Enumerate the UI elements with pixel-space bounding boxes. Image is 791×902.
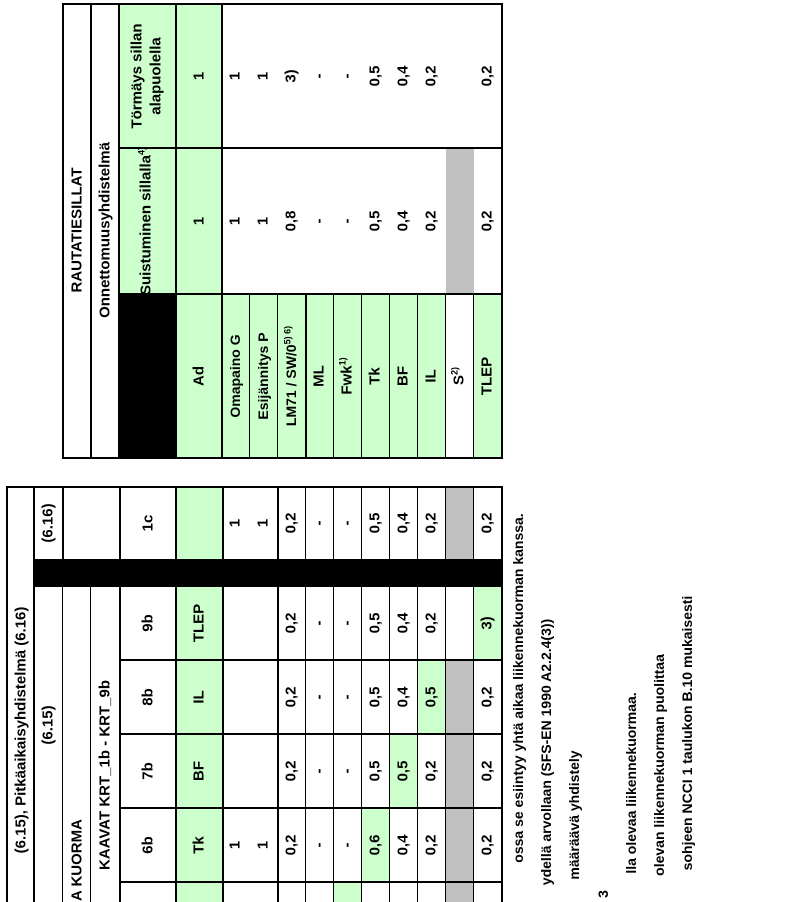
left-cell: 0,4 <box>394 834 412 856</box>
left-cell: 0,2 <box>282 834 300 856</box>
rule <box>277 294 278 458</box>
rule <box>333 486 334 902</box>
right-cell: - <box>338 73 356 79</box>
rule <box>277 486 279 902</box>
rule <box>62 457 503 459</box>
row-label-s: $S^{2)}$ <box>449 366 468 386</box>
rule <box>389 486 390 902</box>
right-cell: 1 <box>190 216 208 226</box>
row-label: Esijännitys P <box>255 332 271 420</box>
left-cell: 0,2 <box>422 512 440 534</box>
green-cell-edge <box>176 882 222 902</box>
right-cell: 0,5 <box>366 210 384 232</box>
rule <box>417 294 418 458</box>
left-header-1: (6.15), Pitkäaikaisyhdistelmä (6.16) <box>12 606 30 854</box>
left-cell: 0,2 <box>422 760 440 782</box>
green-cell-edge2 <box>334 882 362 902</box>
left-cell: 0,2 <box>422 612 440 634</box>
row-label: BF <box>394 366 412 386</box>
left-cell: 0,4 <box>394 512 412 534</box>
left-cell: 0,5 <box>366 512 384 534</box>
row-label: TLEP <box>478 356 496 396</box>
rule <box>417 486 418 902</box>
right-col2-head: Törmäys sillan alapuolella <box>128 23 164 129</box>
grey-s-col1 <box>446 148 474 294</box>
left-cell: - <box>338 842 356 848</box>
right-cell: 0,4 <box>394 65 412 87</box>
right-cell: 0,4 <box>394 210 412 232</box>
rule <box>175 4 177 458</box>
rule <box>6 486 503 488</box>
green-cell-1c-head <box>176 487 222 559</box>
rule <box>221 4 223 458</box>
right-cell: - <box>310 218 328 224</box>
left-col-number: 8b <box>139 688 157 706</box>
left-cell: 0,2 <box>422 834 440 856</box>
left-cell: 0,2 <box>282 612 300 634</box>
left-cell: 0,6 <box>366 834 384 856</box>
rule <box>361 294 362 458</box>
left-cell: - <box>338 694 356 700</box>
rule <box>6 486 8 902</box>
left-cell: 0,5 <box>422 686 440 708</box>
rule <box>33 486 35 902</box>
left-col-number: 9b <box>139 614 157 632</box>
right-title: RAUTATIESILLAT <box>68 167 86 293</box>
right-subtitle: Onnettomuusyhdistelmä <box>96 142 114 318</box>
left-cell: 1 <box>226 518 244 528</box>
right-cell: 1 <box>190 71 208 81</box>
right-cell: 0,5 <box>366 65 384 87</box>
left-cell: - <box>310 520 328 526</box>
left-cell: 0,2 <box>282 686 300 708</box>
left-cell: 1 <box>226 840 244 850</box>
rule <box>34 559 503 561</box>
left-col-load: BF <box>190 761 208 781</box>
right-cell: - <box>338 218 356 224</box>
row-label-fwk: Fwk$^{1)}$ <box>337 357 356 395</box>
row-label: Ad <box>190 366 208 386</box>
left-cell: 0,5 <box>394 760 412 782</box>
rule <box>62 486 64 586</box>
left-cell: - <box>310 768 328 774</box>
rule <box>361 486 362 902</box>
left-cell: 1 <box>254 518 272 528</box>
left-col-load: IL <box>190 690 208 704</box>
footnote-line: sohjeen NCCI 1 taulukon B.10 mukaisesti <box>679 595 695 871</box>
rule <box>62 4 64 458</box>
left-cell: 0,2 <box>282 760 300 782</box>
left-cell: 1 <box>254 840 272 850</box>
grey-cell-2 <box>446 660 474 902</box>
left-header-4: KAAVAT KRT_1b - KRT_9b <box>96 679 114 871</box>
left-cell: - <box>338 620 356 626</box>
left-cell: 0,2 <box>478 686 496 708</box>
left-cell: 0,4 <box>394 686 412 708</box>
footnote-line: 3 <box>595 890 611 898</box>
rule <box>501 4 503 458</box>
left-cell: - <box>310 620 328 626</box>
rule <box>473 486 474 902</box>
left-header-2a: (6.15) <box>39 705 57 745</box>
left-cell: 0,5 <box>366 760 384 782</box>
row-label: Omapaino G <box>227 334 243 418</box>
rule <box>249 294 250 458</box>
rule <box>501 486 503 902</box>
black-corner <box>118 294 176 458</box>
black-band <box>34 559 502 586</box>
right-cell: 0,2 <box>422 210 440 232</box>
left-cell: 3) <box>478 616 496 630</box>
rule <box>305 294 307 458</box>
row-label: Tk <box>366 367 384 385</box>
row-label: IL <box>422 369 440 383</box>
left-header-3: A KUORMA <box>68 819 86 901</box>
footnote-line: olevan liikennekuorman puolittaa <box>651 654 667 876</box>
rule <box>62 586 63 902</box>
rule <box>90 4 92 458</box>
row-label-lm71: $LM71 / SW/0^{5) 6)}$ <box>282 325 299 427</box>
rule <box>445 294 446 458</box>
right-cell: 1 <box>254 71 272 81</box>
left-col-number: 6b <box>139 836 157 854</box>
row-label: ML <box>310 365 328 387</box>
left-col-load: Tk <box>190 836 208 854</box>
left-cell: 0,5 <box>366 686 384 708</box>
rule <box>473 294 474 458</box>
right-cell: 0,8 <box>282 210 300 232</box>
rule <box>34 585 503 587</box>
right-cell: 0,2 <box>478 65 496 87</box>
rule <box>175 486 177 902</box>
rule <box>62 3 503 5</box>
left-cell: - <box>310 694 328 700</box>
right-cell: 1 <box>254 216 272 226</box>
left-cell: - <box>338 520 356 526</box>
left-header-2b: (6.16) <box>39 503 57 543</box>
rule <box>90 586 91 902</box>
footnote-ref: 4) <box>136 146 147 155</box>
rule <box>333 294 334 458</box>
left-col-number: 7b <box>139 762 157 780</box>
footnote-line: määräävä yhdistely <box>566 750 582 880</box>
right-cell: 3) <box>282 69 300 83</box>
left-cell: 0,4 <box>394 612 412 634</box>
right-cell: 0,2 <box>478 210 496 232</box>
right-cell: 1 <box>226 71 244 81</box>
left-cell: 0,2 <box>478 760 496 782</box>
footnote-line: lla olevaa liikennekuormaa. <box>623 692 639 874</box>
rule <box>222 486 224 902</box>
left-cell: 0,2 <box>282 512 300 534</box>
right-cell: - <box>310 73 328 79</box>
right-cell: 1 <box>226 216 244 226</box>
left-col-number: 1c <box>139 514 157 532</box>
right-col1-head: Suistuminen sillalla$^{4)}$ <box>136 146 155 296</box>
rule <box>118 4 120 458</box>
left-cell: 0,5 <box>366 612 384 634</box>
left-cell: - <box>338 768 356 774</box>
left-col-load: TLEP <box>190 603 208 643</box>
rule <box>119 486 121 902</box>
rule <box>305 486 306 902</box>
rule <box>445 486 446 902</box>
right-cell: 0,2 <box>422 65 440 87</box>
footnote-line: ydellä arvollaan (SFS-EN 1990 A2.2.4(3)) <box>538 618 554 886</box>
left-cell: 0,2 <box>478 512 496 534</box>
footnote-line: ossa se esiintyy yhtä aikaa liikennekuorman kanssa. <box>510 513 526 863</box>
rule <box>389 294 390 458</box>
left-cell: 0,2 <box>478 834 496 856</box>
left-cell: - <box>310 842 328 848</box>
